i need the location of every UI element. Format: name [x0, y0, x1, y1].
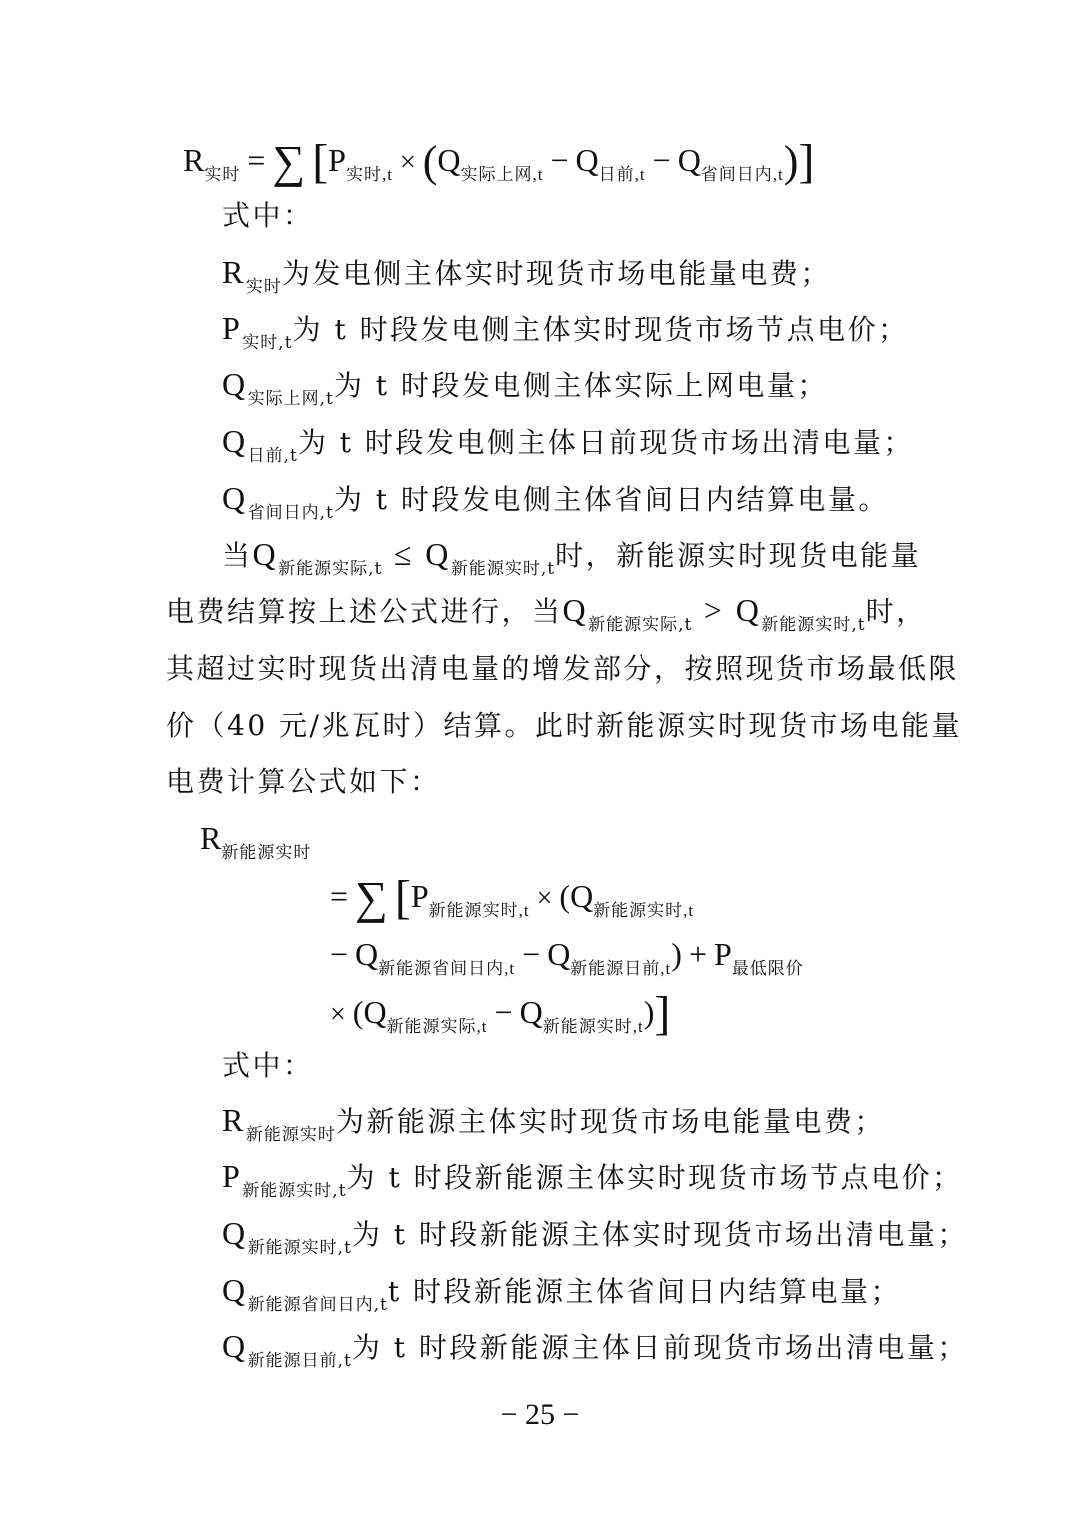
definition-line: $R_{实时}$为发电侧主体实时现货市场电能量电费； [222, 254, 831, 297]
formula-new-energy-line2: − $Q_{新能源省间日内,t} - Q_{新能源日前,t}) + P_{最低限价}$ [330, 936, 804, 978]
where-label-1: 式中： [222, 199, 314, 232]
paragraph-line: 价（40 元/兆瓦时）结算。此时新能源实时现货市场电能量 [166, 709, 962, 742]
formula-new-energy-line1: = ∑ [$P_{新能源实时,t} \times (Q_{新能源实时,t}$ [330, 871, 695, 924]
formula-new-energy-lhs: $R_{新能源实时}$ [200, 820, 312, 862]
definition-line: $R_{新能源实时}$为新能源主体实时现货市场电能量电费； [222, 1102, 885, 1145]
paragraph-line: 电费计算公式如下： [166, 765, 441, 798]
definition-line: $Q_{新能源日前,t}$为 t 时段新能源主体日前现货市场出清电量； [222, 1328, 968, 1371]
paragraph-line: 其超过实时现货出清电量的增发部分，按照现货市场最低限 [166, 652, 960, 685]
definition-line: $Q_{实际上网,t}$为 t 时段发电侧主体实际上网电量； [222, 366, 828, 409]
paragraph-line: 电费结算按上述公式进行，当$Q_{新能源实际,t} > Q_{新能源实时,t}$时， [166, 592, 927, 635]
page-number: − 25 − [500, 1398, 580, 1431]
definition-line: $P_{新能源实时,t}$为 t 时段新能源主体实时现货市场节点电价； [222, 1158, 963, 1201]
formula-realtime-fee: $R_{实时}$ = ∑ $[P_{实时,t} \times (Q_{实际上网,t} - Q_{日前,t} - Q_{省间日内,t})]$ [183, 135, 815, 188]
paragraph-line: 当$Q_{新能源实际,t} \le Q_{新能源实时,t}$时，新能源实时现货电能量 [222, 536, 922, 579]
definition-line: $Q_{新能源省间日内,t}t$ 时段新能源主体省间日内结算电量； [222, 1272, 902, 1315]
definition-line: $Q_{日前,t}$为 t 时段发电侧主体日前现货市场出清电量； [222, 423, 914, 466]
formula-new-energy-line3: × $(Q_{新能源实际,t} - Q_{新能源实时,t})$] [330, 987, 671, 1040]
where-label-2: 式中： [222, 1049, 314, 1082]
definition-line: $Q_{省间日内,t}$为 t 时段发电侧主体省间日内结算电量。 [222, 480, 889, 523]
definition-line: $Q_{新能源实时,t}$为 t 时段新能源主体实时现货市场出清电量； [222, 1215, 968, 1258]
definition-line: $P_{实时,t}$为 t 时段发电侧主体实时现货市场节点电价； [222, 310, 909, 353]
